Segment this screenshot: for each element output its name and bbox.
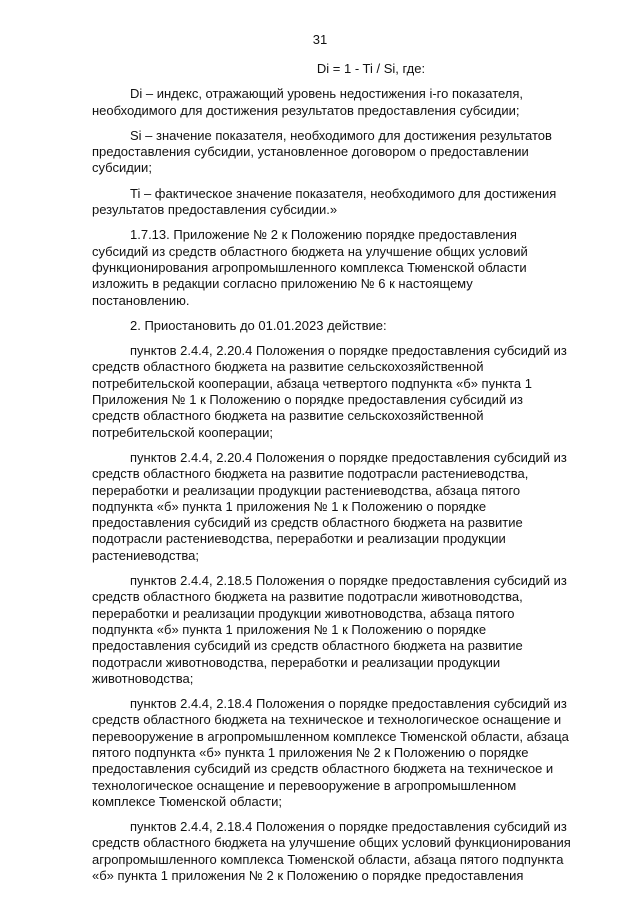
paragraph-general-conditions: пунктов 2.4.4, 2.18.4 Положения о порядке предоставления субсидий из средств областного бюджета на улучшение общих условий функционирования агропромышленного комплекса Тюменской области, абзаца пятого подпункта «б» пункта 1 приложения № 2 к Положению о порядке предоставления bbox=[92, 819, 571, 884]
page-number: 31 bbox=[312, 32, 328, 47]
paragraph-1-7-13: 1.7.13. Приложение № 2 к Положению порядке предоставления субсидий из средств областного бюджета на улучшение общих условий функционирования агропромышленного комплекса Тюменской области изложить в редакции согласно приложению № 6 к настоящему постановлению. bbox=[92, 227, 528, 308]
paragraph-suspend-intro: 2. Приостановить до 01.01.2023 действие: bbox=[130, 317, 387, 333]
paragraph-technical-equipment: пунктов 2.4.4, 2.18.4 Положения о порядке предоставления субсидий из средств областного бюджета на техническое и технологическое оснащение и перевооружение в агропромышленном комплексе Тюменской области, абзаца пятого подпункта «б» пункта 1 приложения № 2 к Положению о порядке предоставления субсидий из средств областного бюджета на техническое и технологическое оснащение и перевооружение в агропромышленном комплексе Тюменской области; bbox=[92, 696, 569, 809]
document-body bbox=[92, 61, 610, 884]
paragraph-plant-growing: пунктов 2.4.4, 2.20.4 Положения о порядке предоставления субсидий из средств областного бюджета на развитие подотрасли растениеводства, переработки и реализации продукции растениеводства, абзаца пятого подпункта «б» пункта 1 приложения № 1 к Положению о порядке предоставления субсидий из средств областного бюджета на развитие подотрасли растениеводства, переработки и реализации продукции растениеводства; bbox=[92, 449, 567, 563]
paragraph-livestock: пунктов 2.4.4, 2.18.5 Положения о порядке предоставления субсидий из средств областного бюджета на развитие подотрасли животноводства, переработки и реализации продукции животноводства, абзаца пятого подпункта «б» пункта 1 приложения № 1 к Положению о порядке предоставления субсидий из средств областного бюджета на развитие подотрасли животноводства, переработки и реализации продукции животноводства; bbox=[92, 573, 567, 686]
paragraph-cooperation: пунктов 2.4.4, 2.20.4 Положения о порядке предоставления субсидий из средств областного бюджета на развитие сельскохозяйственной потребительской кооперации, абзаца четвертого подпункта «б» пункта 1 Приложения № 1 к Положению о порядке предоставления субсидий из средств областного бюджета на развитие сельскохозяйственной потребительской кооперации; bbox=[92, 343, 567, 440]
paragraph-di-definition: Di – индекс, отражающий уровень недостижения i-го показателя, необходимого для достижения результатов предоставления субсидии; bbox=[92, 86, 524, 118]
paragraph-si-definition: Si – значение показателя, необходимого для достижения результатов предоставления субсидии, установленное договором о предоставлении субсидии; bbox=[92, 127, 552, 176]
paragraph-ti-definition: Ti – фактическое значение показателя, необходимого для достижения результатов предоставления субсидии.» bbox=[92, 185, 557, 218]
formula-line: Di = 1 - Ti / Si, где: bbox=[316, 61, 426, 76]
